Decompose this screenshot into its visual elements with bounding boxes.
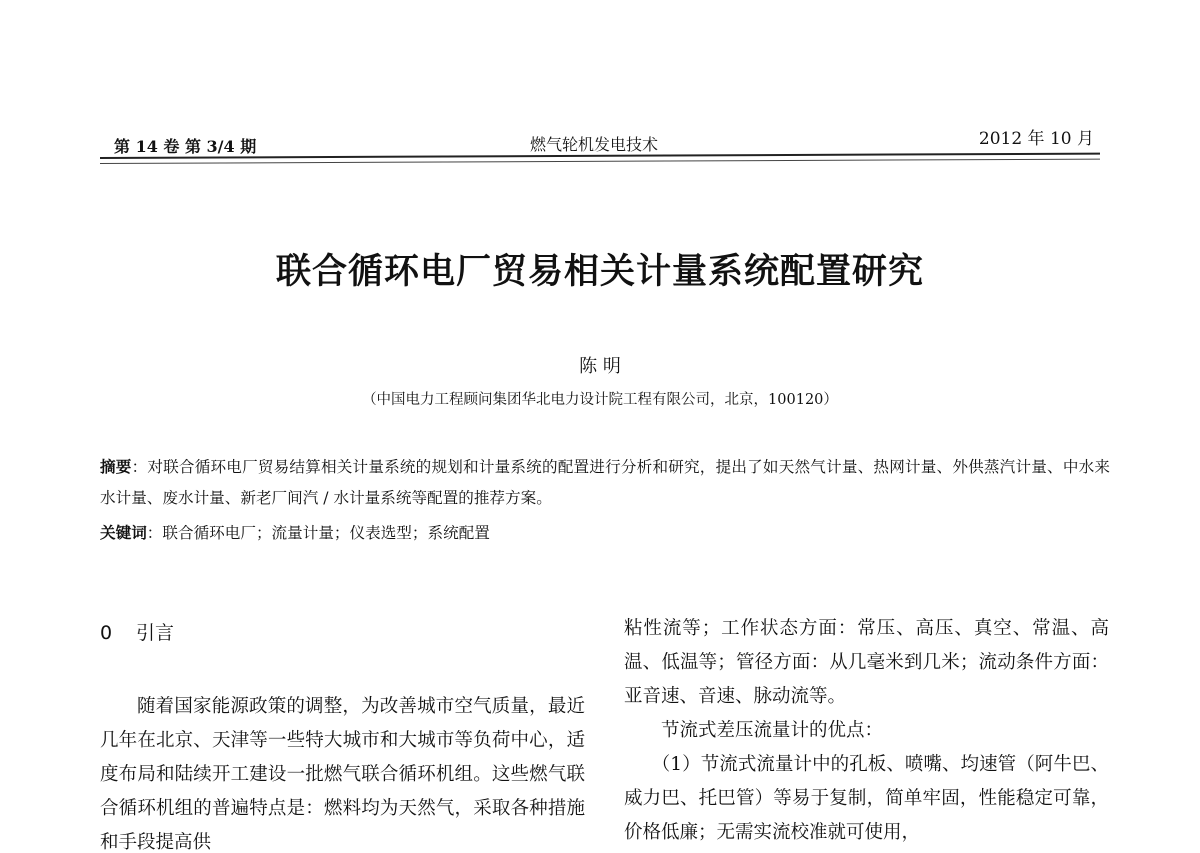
header-rule-thin: [100, 159, 1100, 164]
section-number: 0: [100, 622, 113, 644]
volume-issue: 第 14 卷 第 3/4 期: [114, 137, 257, 156]
section-heading: [100, 616, 585, 650]
abstract-label: 摘要: [100, 458, 132, 476]
keywords: [100, 518, 1110, 549]
intro-paragraph: 随着国家能源政策的调整，为改善城市空气质量，最近几年在北京、天津等一些特大城市和大城市等负荷中心，适度布局和陆续开工建设一批燃气联合循环机组。这些燃气联合循环机组的普遍特点是：燃料均为天然气，采取各种措施和手段提高供: [100, 696, 585, 853]
advantage-item-1: （1）节流式流量计中的孔板、喷嘴、均速管（阿牛巴、威力巴、托巴管）等易于复制，简单牢固，性能稳定可靠，价格低廉；无需实流校准就可使用，: [624, 754, 1109, 843]
advantages-intro: 节流式差压流量计的优点：: [661, 720, 884, 741]
abstract-text: ：对联合循环电厂贸易结算相关计量系统的规划和计量系统的配置进行分析和研究，提出了如天然气计量、热网计量、外供蒸汽计量、中水来水计量、废水计量、新老厂间汽 / 水计量系统等配置的推荐方案。: [100, 458, 1110, 507]
left-column: [100, 612, 585, 853]
abstract: [100, 452, 1110, 514]
article-title: 联合循环电厂贸易相关计量系统配置研究: [275, 252, 924, 292]
right-column: [624, 612, 1109, 850]
author-affiliation: （中国电力工程顾问集团华北电力设计院工程有限公司，北京，100120）: [362, 392, 838, 408]
running-header: [100, 118, 1100, 158]
journal-name: 燃气轮机发电技术: [530, 135, 659, 154]
keywords-label: 关键词: [100, 524, 147, 542]
continuation-paragraph: 粘性流等；工作状态方面：常压、高压、真空、常温、高温、低温等；管径方面：从几毫米到几米；流动条件方面：亚音速、音速、脉动流等。: [624, 618, 1109, 707]
keywords-text: ：联合循环电厂；流量计量；仪表选型；系统配置: [146, 524, 490, 542]
section-title: 引言: [136, 622, 175, 644]
heading-spacer: [100, 650, 585, 690]
publication-date: 2012 年 10 月: [978, 129, 1094, 149]
article-author: 陈 明: [579, 356, 621, 377]
